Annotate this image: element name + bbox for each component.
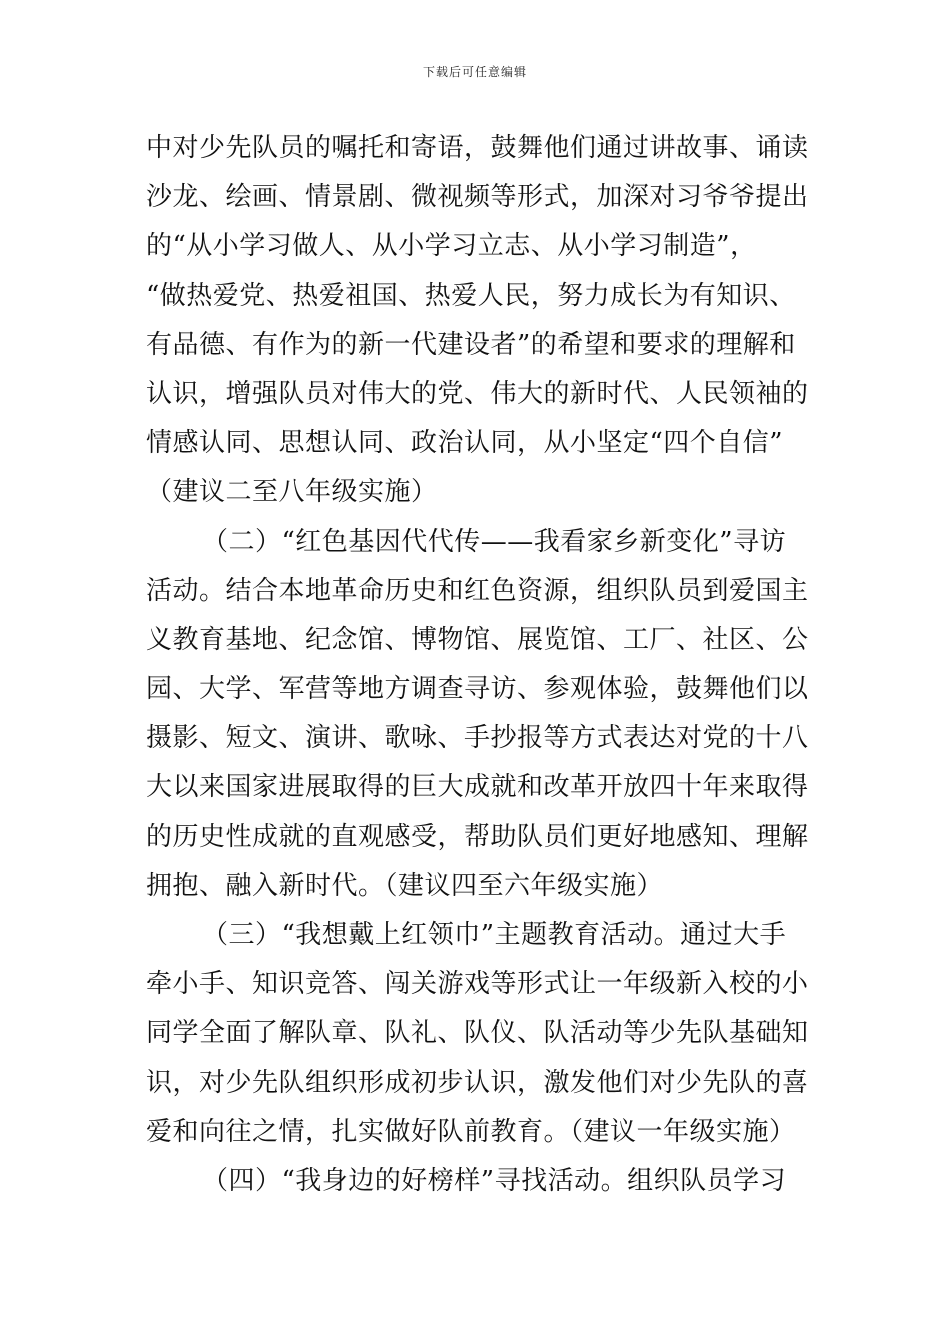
text-line: 义教育基地、纪念馆、博物馆、展览馆、工厂、社区、公 (146, 624, 809, 655)
text-line: 的“从小学习做人、从小学习立志、从小学习制造”， (146, 231, 757, 262)
text-line: 园、大学、军营等地方调查寻访、参观体验，鼓舞他们以 (146, 674, 809, 705)
text-line: （建议二至八年级实施） (146, 477, 438, 508)
document-body (146, 124, 826, 1206)
text-line: 有品德、有作为的新一代建设者”的希望和要求的理解和 (146, 329, 796, 360)
section-heading-line: （四）“我身边的好榜样”寻找活动。组织队员学习 (202, 1165, 787, 1196)
text-line: 同学全面了解队章、队礼、队仪、队活动等少先队基础知 (146, 1018, 809, 1049)
text-line: 沙龙、绘画、情景剧、微视频等形式，加深对习爷爷提出 (146, 182, 809, 213)
text-line: 活动。结合本地革命历史和红色资源，组织队员到爱国主 (146, 575, 809, 606)
text-line: 爱和向往之情，扎实做好队前教育。（建议一年级实施） (146, 1116, 796, 1147)
text-line: 摄影、短文、演讲、歌咏、手抄报等方式表达对党的十八 (146, 723, 809, 754)
text-line: 中对少先队员的嘱托和寄语，鼓舞他们通过讲故事、诵读 (146, 133, 809, 163)
section-heading-line: （三）“我想戴上红领巾”主题教育活动。通过大手 (202, 920, 787, 950)
page-header: 下载后可任意编辑 (422, 65, 527, 79)
text-line: 识，对少先队组织形成初步认识，激发他们对少先队的喜 (146, 1067, 809, 1098)
text-line: 认识，增强队员对伟大的党、伟大的新时代、人民领袖的 (146, 378, 809, 409)
text-line: 大以来国家进展取得的巨大成就和改革开放四十年来取得 (146, 772, 809, 803)
section-heading-line: （二）“红色基因代代传——我看家乡新变化”寻访 (202, 526, 787, 557)
text-line: “做热爱党、热爱祖国、热爱人民，努力成长为有知识、 (146, 280, 796, 311)
text-line: 的历史性成就的直观感受，帮助队员们更好地感知、理解 (146, 821, 809, 852)
text-line: 牵小手、知识竞答、闯关游戏等形式让一年级新入校的小 (146, 969, 809, 1000)
text-line: 情感认同、思想认同、政治认同，从小坚定“四个自信” (146, 428, 784, 459)
text-line: 拥抱、融入新时代。（建议四至六年级实施） (146, 870, 664, 901)
